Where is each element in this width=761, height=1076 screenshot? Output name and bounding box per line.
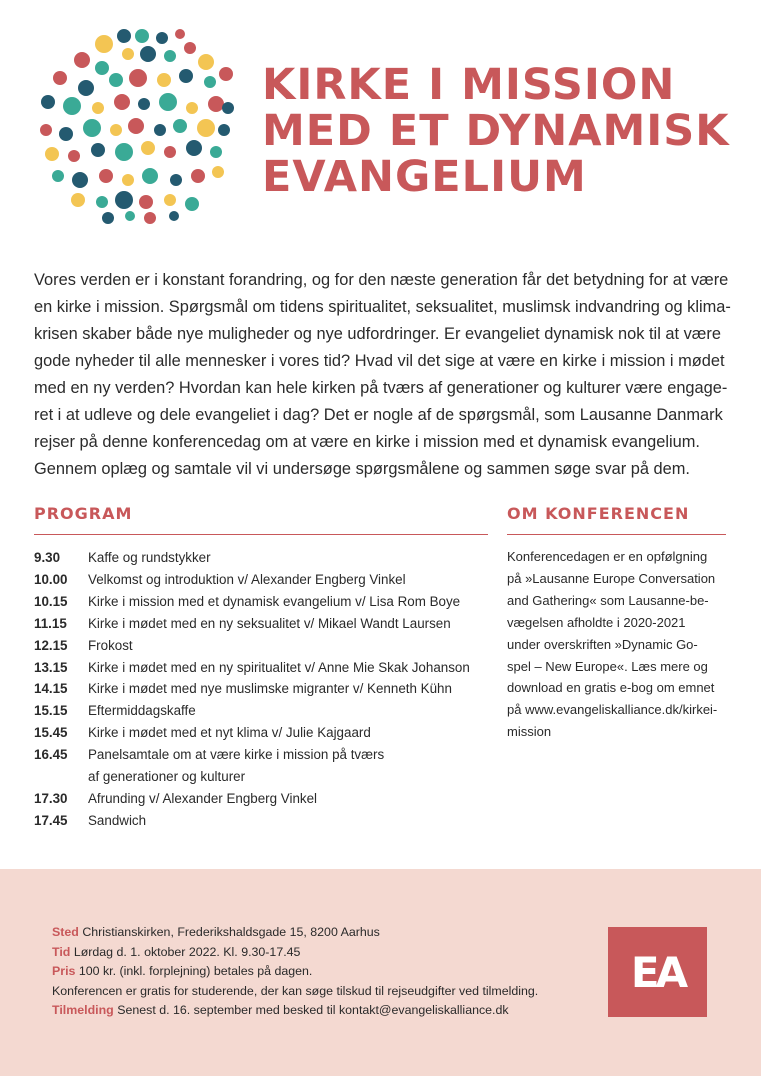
decor-dot (128, 118, 144, 134)
list-item (34, 635, 484, 657)
about-line: download en gratis e-bog om emnet (507, 680, 715, 696)
decor-dot (164, 50, 176, 62)
program-time: 11.15 (34, 615, 67, 631)
decor-dot (218, 124, 230, 136)
decor-dot (122, 174, 134, 186)
decor-dot (212, 166, 224, 178)
decor-dot (204, 76, 216, 88)
decor-dot (164, 194, 176, 206)
decor-dot (92, 102, 104, 114)
price-row (52, 962, 538, 982)
logo-lettering: EA (630, 947, 685, 997)
decor-dot (169, 211, 179, 221)
list-item (34, 591, 484, 613)
decor-dot (219, 67, 233, 81)
intro-line: Gennem oplæg og samtale vil vi undersøge spørgsmålene og sammen søge svar på dem. (34, 460, 690, 478)
decor-dot (95, 35, 113, 53)
decor-dot (191, 169, 205, 183)
signup-value: Senest d. 16. september med besked til kontakt@evangeliskalliance.dk (117, 1003, 509, 1017)
about-line: under overskriften »Dynamic Go- (507, 636, 698, 652)
decor-dot (115, 191, 133, 209)
program-text: Sandwich (88, 812, 147, 828)
decor-dot (102, 212, 114, 224)
list-item (34, 700, 484, 722)
about-text (507, 546, 732, 743)
intro-line: krisen skaber både nye muligheder og nye udfordringer. Er evangeliet dynamisk nok til at være (34, 325, 721, 343)
time-value: Lørdag d. 1. oktober 2022. Kl. 9.30-17.45 (73, 944, 301, 959)
program-heading: PROGRAM (34, 504, 133, 523)
intro-line: en kirke i mission. Spørgsmål om tidens spiritualitet, seksualitet, muslimsk indvandring og klima- (34, 298, 731, 316)
list-item (34, 810, 484, 832)
ea-logo (608, 927, 707, 1017)
decor-dot (197, 119, 215, 137)
decor-dot (175, 29, 185, 39)
signup-label: Tilmelding (52, 1003, 114, 1017)
decor-dot (138, 98, 150, 110)
decor-dot (185, 197, 199, 211)
about-divider (507, 534, 726, 535)
program-text: Kirke i mødet med en ny seksualitet v/ Mikael Wandt Laursen (88, 615, 451, 631)
decor-dot (157, 73, 171, 87)
decor-dot (114, 94, 130, 110)
time-label: Tid (52, 944, 71, 959)
decor-dot (110, 124, 122, 136)
decor-dot (78, 80, 94, 96)
decor-dot (164, 146, 176, 158)
decor-dot (144, 212, 156, 224)
decor-dot (83, 119, 101, 137)
decor-dot (142, 168, 158, 184)
decor-dot (184, 42, 196, 54)
program-text: af generationer og kulturer (88, 769, 246, 785)
price-label: Pris (52, 964, 76, 978)
intro-paragraph (34, 267, 731, 483)
program-time: 15.45 (34, 725, 68, 741)
about-heading: OM KONFERENCEN (507, 504, 690, 523)
decor-dot (198, 54, 214, 70)
intro-line: rejser på denne konferencedag om at være en kirke i mission med et dynamisk evangelium. (34, 433, 700, 451)
decor-dot (159, 93, 177, 111)
program-text: Eftermiddagskaffe (88, 703, 196, 719)
program-text: Panelsamtale om at være kirke i mission på tværs (88, 747, 385, 763)
footer-band (0, 869, 761, 1076)
list-item (34, 613, 484, 635)
about-line[interactable]: mission (507, 724, 552, 740)
program-text: Kirke i mission med et dynamisk evangelium v/ Lisa Rom Boye (88, 593, 461, 609)
decor-dot (91, 143, 105, 157)
decor-dot (45, 147, 59, 161)
list-item (34, 657, 484, 679)
decor-dot (140, 46, 156, 62)
decor-dot (109, 73, 123, 87)
title-line-2: MED ET DYNAMISK (262, 106, 730, 156)
place-row (52, 923, 538, 943)
list-item (34, 744, 484, 788)
signup-row (52, 1001, 538, 1021)
decor-dot (186, 102, 198, 114)
decor-dot (170, 174, 182, 186)
about-line: and Gathering« som Lausanne-be- (507, 592, 709, 608)
program-time: 10.15 (34, 593, 68, 609)
program-divider (34, 534, 488, 535)
decor-dot (125, 211, 135, 221)
about-line[interactable]: på www.evangeliskalliance.dk/kirkei- (507, 702, 718, 718)
decor-dot (95, 61, 109, 75)
decor-dot (129, 69, 147, 87)
intro-line: med en ny verden? Hvordan kan hele kirken på tværs af generationer og kulturer være engage- (34, 379, 728, 397)
place-label: Sted (52, 925, 79, 939)
page-title (262, 62, 742, 200)
list-item (34, 678, 484, 700)
about-line: på »Lausanne Europe Conversation (507, 570, 716, 586)
decor-dot (173, 119, 187, 133)
decor-dot (222, 102, 234, 114)
program-time: 12.15 (34, 637, 68, 653)
program-text: Kirke i mødet med nye muslimske migranter v/ Kenneth Kühn (88, 681, 452, 697)
title-line-3: EVANGELIUM (262, 152, 587, 202)
decor-dot (72, 172, 88, 188)
program-time: 15.15 (34, 703, 68, 719)
dot-cluster-graphic (38, 30, 238, 225)
list-item (34, 788, 484, 810)
program-text: Kaffe og rundstykker (88, 550, 211, 565)
list-item (34, 569, 484, 591)
decor-dot (59, 127, 73, 141)
decor-dot (210, 146, 222, 158)
about-line: spel – New Europe«. Læs mere og (507, 658, 708, 674)
time-row (52, 943, 538, 963)
decor-dot (53, 71, 67, 85)
decor-dot (99, 169, 113, 183)
about-line: Konferencedagen er en opfølgning (507, 549, 708, 564)
program-time: 17.45 (34, 812, 68, 828)
price-value: 100 kr. (inkl. forplejning) betales på dagen. (78, 964, 313, 978)
decor-dot (186, 140, 202, 156)
decor-dot (41, 95, 55, 109)
about-line: vægelsen afholdte i 2020-2021 (507, 614, 686, 630)
decor-dot (156, 32, 168, 44)
program-time: 17.30 (34, 790, 68, 806)
decor-dot (179, 69, 193, 83)
program-time: 9.30 (34, 550, 61, 565)
program-time: 16.45 (34, 747, 68, 763)
program-text: Velkomst og introduktion v/ Alexander Engberg Vinkel (88, 571, 406, 587)
decor-dot (115, 143, 133, 161)
intro-line: gode nyheder til alle mennesker i vores tid? Hvad vil det sige at være en kirke i mission i mødet (34, 352, 725, 370)
event-info (52, 923, 538, 1021)
program-time: 13.15 (34, 659, 68, 675)
program-text: Kirke i mødet med en ny spiritualitet v/ Anne Mie Skak Johanson (88, 659, 470, 675)
decor-dot (40, 124, 52, 136)
title-line-1: KIRKE I MISSION (262, 60, 676, 110)
decor-dot (96, 196, 108, 208)
decor-dot (68, 150, 80, 162)
decor-dot (139, 195, 153, 209)
decor-dot (52, 170, 64, 182)
program-text: Kirke i mødet med et nyt klima v/ Julie Kajgaard (88, 725, 371, 741)
program-time: 10.00 (34, 571, 68, 587)
intro-line: ret i at udleve og dele evangeliet i dag? Det er nogle af de spørgsmål, som Lausanne Danmark (34, 406, 723, 424)
program-text: Afrunding v/ Alexander Engberg Vinkel (88, 790, 318, 806)
list-item (34, 547, 484, 569)
decor-dot (74, 52, 90, 68)
program-list (34, 547, 484, 832)
decor-dot (63, 97, 81, 115)
decor-dot (141, 141, 155, 155)
intro-line: Vores verden er i konstant forandring, og for den næste generation får det betydning for at være (34, 271, 729, 289)
decor-dot (71, 193, 85, 207)
students-note: Konferencen er gratis for studerende, der kan søge tilskud til rejseudgifter ved tilmelding. (52, 983, 539, 998)
decor-dot (135, 29, 149, 43)
decor-dot (122, 48, 134, 60)
decor-dot (154, 124, 166, 136)
program-time: 14.15 (34, 681, 68, 697)
place-value: Christianskirken, Frederikshaldsgade 15, 8200 Aarhus (82, 925, 380, 939)
program-text: Frokost (88, 637, 133, 653)
decor-dot (117, 29, 131, 43)
list-item (34, 722, 484, 744)
